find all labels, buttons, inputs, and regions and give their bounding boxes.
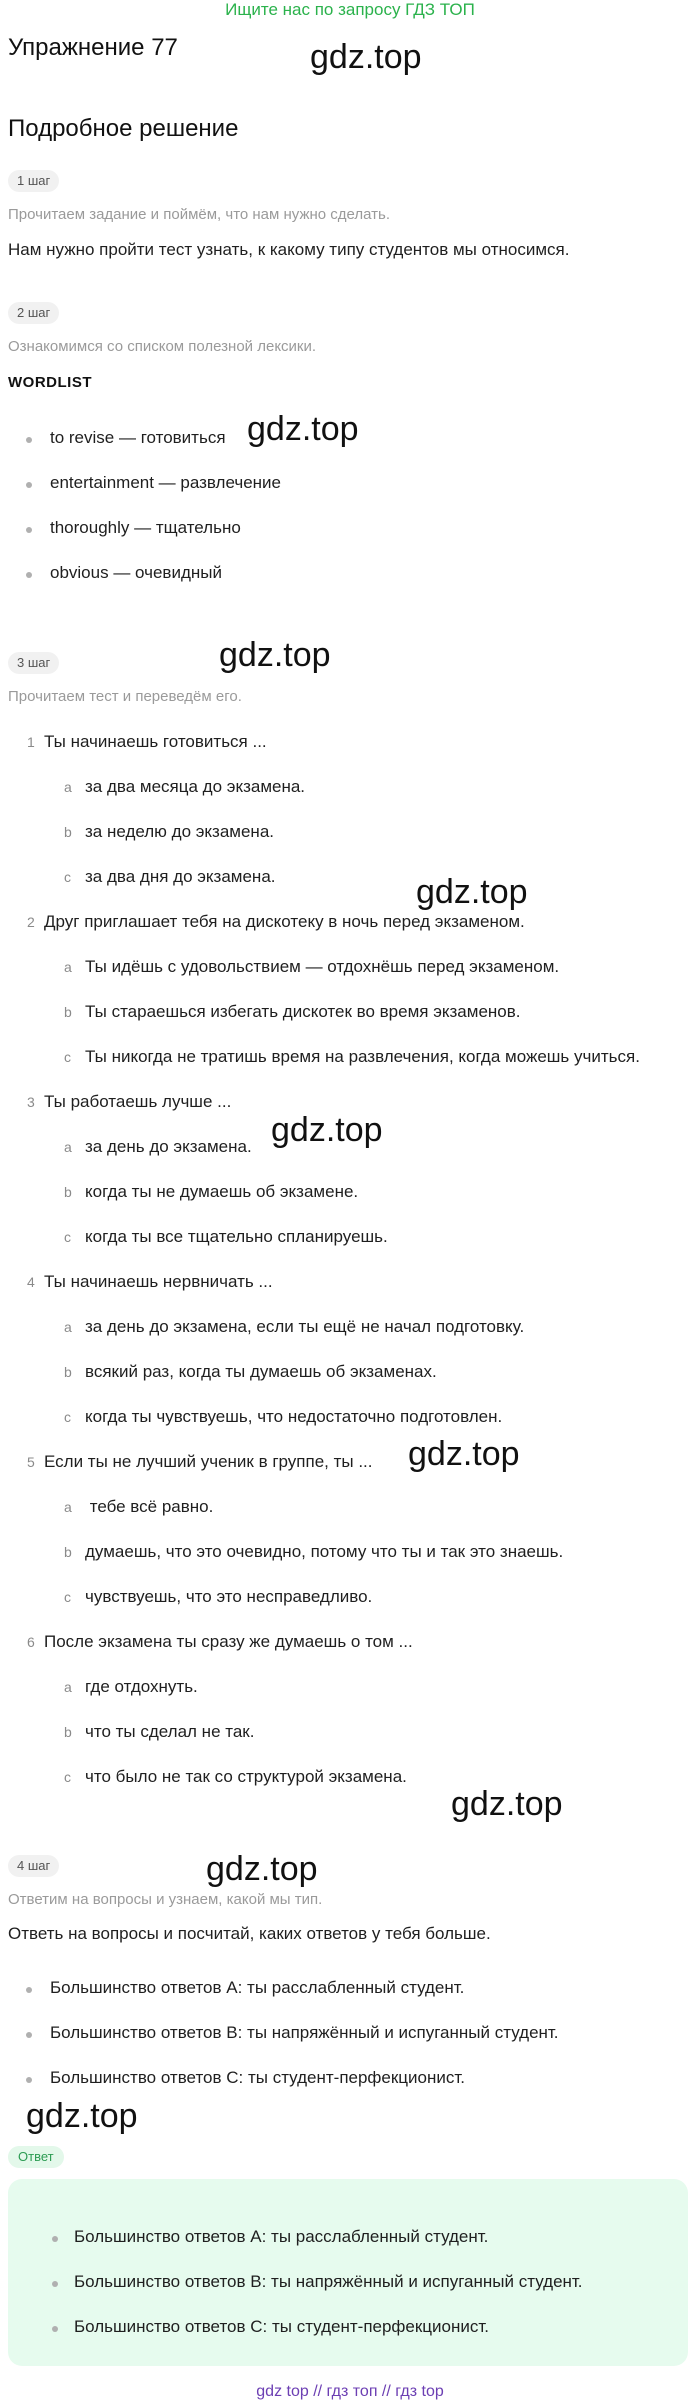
option-text: думаешь, что это очевидно, потому что ты и так это знаешь.: [85, 1542, 564, 1561]
list-bullet: [26, 482, 32, 488]
option-text: за день до экзамена, если ты ещё не начал подготовку.: [85, 1317, 525, 1336]
question-text: Ты работаешь лучше ...: [44, 1092, 232, 1111]
question-text: Ты начинаешь готовиться ...: [44, 732, 267, 751]
step-badge: 2 шаг: [8, 302, 59, 324]
list-bullet: [52, 2236, 58, 2242]
option-text: чувствуешь, что это несправедливо.: [85, 1587, 373, 1606]
step-badge: 3 шаг: [8, 652, 59, 674]
list-item: Большинство ответов B: ты напряжённый и испуганный студент.: [50, 2023, 559, 2042]
option-letter: c: [64, 1769, 71, 1785]
list-item: Большинство ответов C: ты студент-перфекционист.: [50, 2068, 466, 2087]
answer-item: Большинство ответов A: ты расслабленный студент.: [74, 2227, 489, 2246]
question-text: Ты начинаешь нервничать ...: [44, 1272, 273, 1291]
question-text: Друг приглашает тебя на дискотеку в ночь перед экзаменом.: [44, 912, 525, 931]
solution-heading: Подробное решение: [8, 115, 239, 142]
option-letter: b: [64, 1364, 72, 1380]
step-text: Ответь на вопросы и посчитай, каких ответов у тебя больше.: [8, 1924, 491, 1943]
exercise-title: Упражнение 77: [8, 34, 178, 61]
step-text: Нам нужно пройти тест узнать, к какому типу студентов мы относимся.: [8, 240, 570, 259]
question-number: 5: [27, 1454, 35, 1470]
step-badge: 1 шаг: [8, 170, 59, 192]
option-text: всякий раз, когда ты думаешь об экзаменах.: [85, 1362, 437, 1381]
watermark: gdz.top: [310, 38, 422, 76]
list-bullet: [26, 2032, 32, 2038]
option-text: что ты сделал не так.: [85, 1722, 255, 1741]
answer-item: Большинство ответов B: ты напряжённый и испуганный студент.: [74, 2272, 583, 2291]
option-letter: b: [64, 824, 72, 840]
option-letter: a: [64, 959, 72, 975]
list-bullet: [26, 572, 32, 578]
wordlist-label: WORDLIST: [8, 374, 92, 391]
answer-badge: Ответ: [8, 2146, 64, 2168]
option-text: Ты никогда не тратишь время на развлечения, когда можешь учиться.: [85, 1047, 640, 1066]
option-letter: b: [64, 1724, 72, 1740]
step-hint: Ответим на вопросы и узнаем, какой мы тип.: [8, 1891, 323, 1908]
option-text: когда ты все тщательно спланируешь.: [85, 1227, 388, 1246]
option-letter: c: [64, 1409, 71, 1425]
option-letter: b: [64, 1004, 72, 1020]
list-bullet: [26, 437, 32, 443]
option-text: где отдохнуть.: [85, 1677, 198, 1696]
option-text: что было не так со структурой экзамена.: [85, 1767, 407, 1786]
option-letter: c: [64, 1049, 71, 1065]
option-letter: a: [64, 779, 72, 795]
option-text: Ты стараешься избегать дискотек во время экзаменов.: [85, 1002, 521, 1021]
option-letter: a: [64, 1319, 72, 1335]
answer-item: Большинство ответов C: ты студент-перфекционист.: [74, 2317, 490, 2336]
step-hint: Ознакомимся со списком полезной лексики.: [8, 338, 317, 355]
option-letter: c: [64, 869, 71, 885]
step-hint: Прочитаем тест и переведём его.: [8, 688, 242, 705]
list-item: to revise — готовиться: [50, 428, 226, 447]
question-number: 2: [27, 914, 35, 930]
question-number: 1: [27, 734, 35, 750]
option-letter: a: [64, 1499, 72, 1515]
option-text: за неделю до экзамена.: [85, 822, 275, 841]
option-text: за два дня до экзамена.: [85, 867, 276, 886]
option-text: тебе всё равно.: [85, 1497, 214, 1516]
question-number: 4: [27, 1274, 35, 1290]
watermark: gdz.top: [247, 410, 359, 448]
option-text: Ты идёшь с удовольствием — отдохнёшь перед экзаменом.: [85, 957, 560, 976]
option-letter: b: [64, 1184, 72, 1200]
question-text: Если ты не лучший ученик в группе, ты ...: [44, 1452, 373, 1471]
list-item: thoroughly — тщательно: [50, 518, 241, 537]
step-badge: 4 шаг: [8, 1855, 59, 1877]
watermark: gdz.top: [451, 1785, 563, 1823]
option-text: за день до экзамена.: [85, 1137, 252, 1156]
watermark: gdz.top: [408, 1435, 520, 1473]
top-banner[interactable]: Ищите нас по запросу ГДЗ ТОП: [225, 0, 475, 19]
list-item: entertainment — развлечение: [50, 473, 282, 492]
step-hint: Прочитаем задание и поймём, что нам нужно сделать.: [8, 206, 391, 223]
option-letter: a: [64, 1139, 72, 1155]
option-letter: a: [64, 1679, 72, 1695]
question-text: После экзамена ты сразу же думаешь о том ...: [44, 1632, 413, 1651]
option-letter: b: [64, 1544, 72, 1560]
option-text: за два месяца до экзамена.: [85, 777, 306, 796]
option-text: когда ты чувствуешь, что недостаточно подготовлен.: [85, 1407, 503, 1426]
list-item: obvious — очевидный: [50, 563, 222, 582]
watermark: gdz.top: [26, 2097, 138, 2135]
option-letter: c: [64, 1229, 71, 1245]
list-bullet: [26, 527, 32, 533]
watermark: gdz.top: [416, 873, 528, 911]
list-bullet: [52, 2281, 58, 2287]
list-item: Большинство ответов A: ты расслабленный студент.: [50, 1978, 465, 1997]
watermark: gdz.top: [219, 636, 331, 674]
question-number: 6: [27, 1634, 35, 1650]
watermark: gdz.top: [271, 1111, 383, 1149]
watermark: gdz.top: [206, 1850, 318, 1888]
question-number: 3: [27, 1094, 35, 1110]
list-bullet: [52, 2326, 58, 2332]
list-bullet: [26, 1987, 32, 1993]
footer-links[interactable]: gdz top // гдз топ // гдз top: [256, 2383, 444, 2400]
option-letter: c: [64, 1589, 71, 1605]
option-text: когда ты не думаешь об экзамене.: [85, 1182, 359, 1201]
list-bullet: [26, 2077, 32, 2083]
